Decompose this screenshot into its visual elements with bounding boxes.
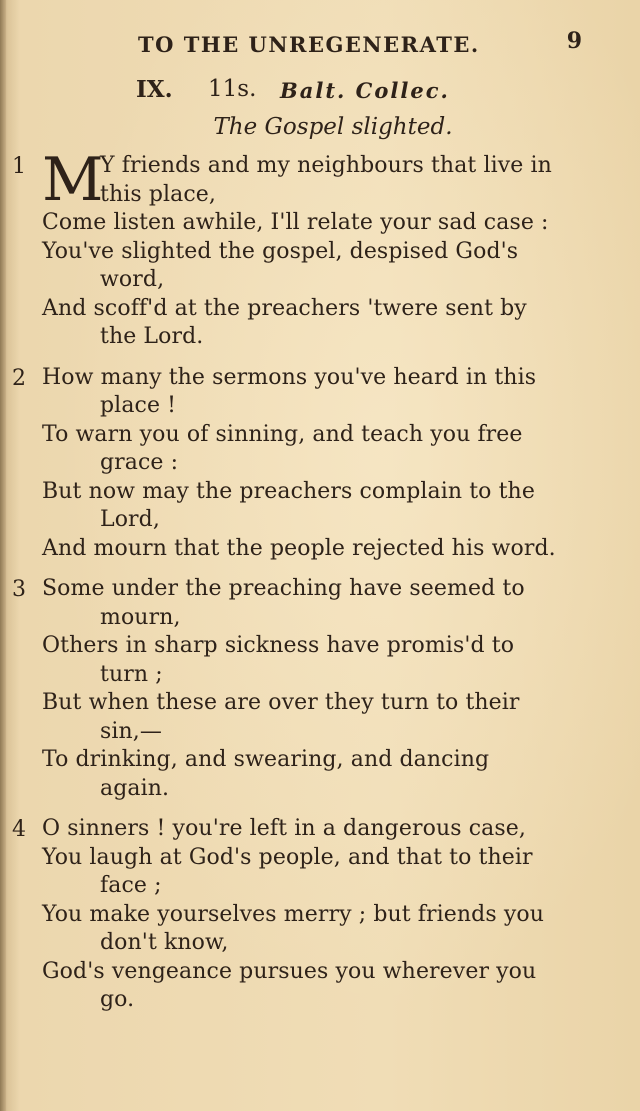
verse-line-continuation: the Lord. — [100, 324, 204, 349]
verse-line: You laugh at God's people, and that to their — [42, 844, 533, 870]
verse-line: You make yourselves merry ; but friends you — [42, 901, 544, 927]
stanza-number: 4 — [12, 817, 26, 842]
verse-line-continuation: Lord, — [100, 507, 160, 532]
tune-reference: Balt. Collec. — [280, 78, 450, 103]
page-number: 9 — [566, 28, 582, 54]
verse-line: Come listen awhile, I'll relate your sad case : — [42, 210, 549, 235]
verse-line-continuation: word, — [100, 267, 165, 292]
verse-line-continuation: sin,— — [100, 718, 162, 744]
stanza — [0, 145, 640, 352]
verse-line-continuation: mourn, — [100, 604, 181, 630]
verse-line: To drinking, and swearing, and dancing — [42, 747, 490, 772]
stanza-number: 1 — [12, 154, 26, 179]
drop-cap: M — [42, 145, 104, 215]
verse-line-continuation: turn ; — [100, 661, 163, 687]
verse-line-continuation: don't know, — [100, 930, 229, 955]
verse-line-continuation: go. — [100, 987, 135, 1012]
hymn-title: The Gospel slighted. — [213, 114, 453, 140]
page-header — [0, 28, 640, 64]
verse-line: How many the sermons you've heard in this — [42, 364, 537, 390]
verse-line: To warn you of sinning, and teach you free — [42, 421, 523, 447]
stanza-number: 2 — [12, 365, 26, 391]
verse-line-continuation: again. — [100, 775, 170, 801]
hymn-stanzas — [0, 145, 640, 1015]
verse-line: And scoff'd at the preachers 'twere sent by — [42, 295, 527, 321]
stanza — [0, 815, 640, 1015]
verse-line: But now may the preachers complain to the — [42, 478, 535, 504]
verse-line: Y friends and my neighbours that live in — [100, 153, 552, 178]
verse-line-continuation: grace : — [100, 450, 179, 475]
running-head: TO THE UNREGENERATE. — [138, 32, 480, 57]
stanza — [0, 575, 640, 803]
hymn-number: IX. — [136, 76, 173, 103]
hymn-heading — [0, 76, 640, 110]
verse-line: And mourn that the people rejected his word. — [42, 535, 556, 561]
verse-line: God's vengeance pursues you wherever you — [42, 958, 537, 984]
verse-line: O sinners ! you're left in a dangerous case, — [42, 816, 526, 841]
stanza-number: 3 — [12, 577, 26, 602]
verse-line: You've slighted the gospel, despised God's — [42, 238, 519, 264]
verse-line-continuation: face ; — [100, 873, 162, 898]
verse-line: But when these are over they turn to their — [42, 690, 520, 715]
verse-line-continuation: this place, — [100, 181, 216, 207]
stanza — [0, 364, 640, 564]
verse-line-continuation: place ! — [100, 393, 177, 418]
verse-line: Others in sharp sickness have promis'd to — [42, 633, 515, 658]
hymn-meter: 11s. — [208, 76, 257, 102]
verse-line: Some under the preaching have seemed to — [42, 576, 525, 601]
